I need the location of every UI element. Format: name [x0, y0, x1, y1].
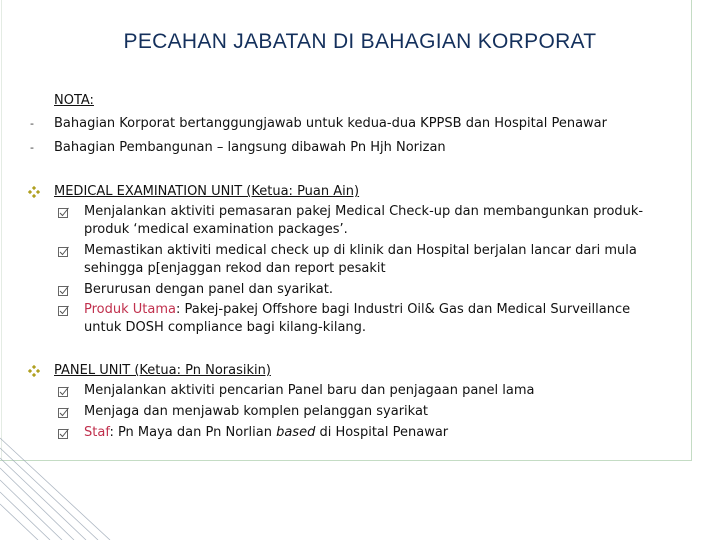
medical-item-1-line-2: produk ‘medical examination packages’. [84, 222, 348, 237]
corner-decoration [0, 430, 120, 540]
medical-item-4-text: : Pakej-pakej Offshore bagi Industri Oil& Gas dan Medical Surveillance [175, 302, 631, 317]
page-title: PECAHAN JABATAN DI BAHAGIAN KORPORAT [123, 30, 597, 53]
checkbox-bullet-icon [58, 407, 69, 418]
panel-item-3 [84, 424, 448, 442]
checkbox-bullet-icon [58, 285, 69, 296]
diamond-bullet-icon [28, 365, 40, 377]
checkbox-bullet-icon [58, 207, 69, 218]
checkbox-bullet-icon [58, 386, 69, 397]
medical-item-4-line-2: untuk DOSH compliance bagi kilang-kilang. [84, 320, 367, 335]
nota-heading: NOTA: [54, 93, 94, 108]
medical-item-3: Berurusan dengan panel dan syarikat. [84, 282, 333, 297]
frame-left-border [1, 0, 2, 460]
panel-heading: PANEL UNIT (Ketua: Pn Norasikin) [54, 363, 271, 378]
medical-item-1-line-1: Menjalankan aktiviti pemasaran pakej Medical Check-up dan membangunkan produk- [84, 204, 644, 219]
panel-item-1: Menjalankan aktiviti pencarian Panel baru dan penjagaan panel lama [84, 383, 535, 398]
nota-item-2: Bahagian Pembangunan – langsung dibawah Pn Hjh Norizan [54, 140, 446, 155]
medical-item-2-line-1: Memastikan aktiviti medical check up di klinik dan Hospital berjalan lancar dari mula [84, 243, 637, 258]
checkbox-bullet-icon [58, 305, 69, 316]
medical-item-2-line-2: sehingga p[enjaggan rekod dan report pesakit [84, 261, 386, 276]
checkbox-bullet-icon [58, 428, 69, 439]
nota-dash-2: - [30, 141, 34, 154]
frame-right-border [691, 0, 692, 460]
panel-item-3-text: : Pn Maya dan Pn Norlian [109, 425, 277, 440]
nota-dash-1: - [30, 117, 34, 130]
panel-item-3-italic: based [276, 425, 316, 440]
nota-item-1: Bahagian Korporat bertanggungjawab untuk kedua-dua KPPSB dan Hospital Penawar [54, 116, 607, 131]
medical-item-4 [84, 301, 630, 319]
produk-utama-label: Produk Utama [84, 302, 176, 317]
medical-heading: MEDICAL EXAMINATION UNIT (Ketua: Puan Ain) [54, 184, 360, 199]
checkbox-bullet-icon [58, 246, 69, 257]
panel-item-3-end: di Hospital Penawar [315, 425, 449, 440]
staf-label: Staf [84, 425, 110, 440]
diamond-bullet-icon [28, 186, 40, 198]
panel-item-2: Menjaga dan menjawab komplen pelanggan syarikat [84, 404, 429, 419]
